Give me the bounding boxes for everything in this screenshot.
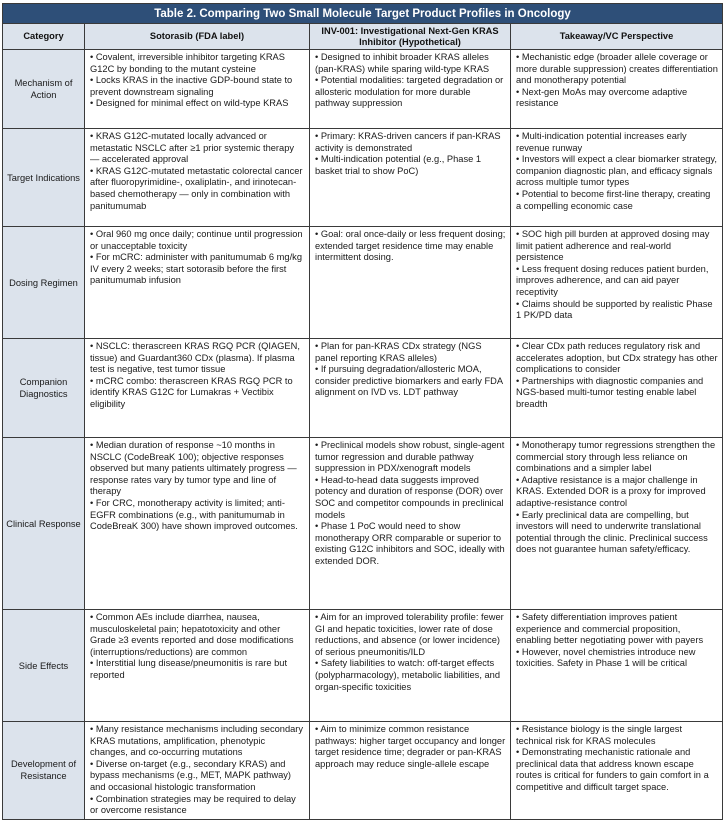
bullet-text: • Safety liabilities to watch: off-target effects (polypharmacology), metabolic liabilities, and organ-specific toxicities — [315, 658, 500, 692]
cell-sotorasib — [85, 722, 310, 820]
bullet-text: • Multi-indication potential increases early revenue runway — [516, 131, 687, 153]
bullet-text: • However, novel chemistries introduce new toxicities. Safety in Phase 1 will be critical — [516, 646, 696, 669]
bullet-text: • Interstitial lung disease/pneumonitis is rare but reported — [90, 658, 288, 680]
bullet-text: • Monotherapy tumor regressions strengthen the commercial story through less reliance on combinations and a simpler label — [516, 440, 716, 474]
cell-inv001 — [310, 50, 511, 129]
cell-sotorasib — [85, 129, 310, 227]
bullet-text: • Multi-indication potential (e.g., Phase 1 basket trial to show PoC) — [315, 154, 482, 176]
bullet-text: • Plan for pan-KRAS CDx strategy (NGS panel reporting KRAS alleles) — [315, 341, 482, 363]
cell-inv001 — [310, 129, 511, 227]
header-category: Category — [3, 24, 85, 50]
bullet-text: • Potential modalities: targeted degradation or allosteric modulation for more durable pathway suppression — [315, 75, 504, 109]
bullet-text: • Less frequent dosing reduces patient burden, improves adherence, and can aid payer receptivity — [516, 263, 709, 297]
table-row — [3, 438, 723, 610]
cell-sotorasib — [85, 227, 310, 339]
row-category: Dosing Regimen — [3, 227, 85, 339]
cell-inv001 — [310, 610, 511, 722]
cell-sotorasib — [85, 438, 310, 610]
bullet-text: • SOC high pill burden at approved dosing may limit patient adherence and real-world persistence — [516, 229, 710, 263]
table-header-row — [3, 24, 723, 50]
header-inv001: INV-001: Investigational Next-Gen KRAS Inhibitor (Hypothetical) — [310, 24, 511, 50]
bullet-text: • Median duration of response ~10 months in NSCLC (CodeBreaK 100); objective responses observed but many patients ultimately progress — response rates vary by tumor type and line of therapy — [90, 440, 297, 497]
bullet-text: • Aim for an improved tolerability profile: fewer GI and hepatic toxicities, lower rate of dose reductions, and absence (or lower incidence) of serious pneumonitis/ILD — [315, 612, 504, 657]
cell-takeaway — [511, 339, 723, 438]
bullet-text: • Adaptive resistance is a major challenge in KRAS. Extended DOR is a proxy for improved adaptive-resistance control — [516, 474, 706, 508]
bullet-text: • NSCLC: therascreen KRAS RGQ PCR (QIAGEN, tissue) and Guardant360 CDx (plasma). If plasma test is negative, test tumor tissue — [90, 341, 300, 375]
bullet-text: • Demonstrating mechanistic rationale and preclinical data that address known escape routes is critical for funders to gain comfort in a competitive and difficult target space. — [516, 747, 709, 792]
cell-takeaway — [511, 610, 723, 722]
table-row — [3, 227, 723, 339]
cell-takeaway — [511, 129, 723, 227]
bullet-text: • Common AEs include diarrhea, nausea, musculoskeletal pain; hepatotoxicity and other Grade ≥3 events reported and dose modifications (interruptions/reductions) are common — [90, 612, 294, 657]
row-category: Companion Diagnostics — [3, 339, 85, 438]
bullet-text: • Mechanistic edge (broader allele coverage or more durable suppression) creates differentiation and monotherapy potential — [516, 52, 718, 86]
bullet-text: • Aim to minimize common resistance pathways: higher target occupancy and longer target residence time; degrader or pan-KRAS approach may reduce single-allele escape — [315, 724, 506, 769]
bullet-text: • KRAS G12C-mutated metastatic colorectal cancer after fluoropyrimidine-, oxaliplatin-, and irinotecan-based chemotherapy — only in combination with panitumumab — [90, 165, 303, 211]
bullet-text: • Clear CDx path reduces regulatory risk and accelerates adoption, but CDx strategy has other complications to consider — [516, 341, 718, 375]
bullet-text: • Combination strategies may be required to delay or overcome resistance — [90, 793, 296, 816]
row-category: Development of Resistance — [3, 722, 85, 820]
bullet-text: • Phase 1 PoC would need to show monotherapy ORR comparable or superior to existing G12C inhibitors and SOC, ideally with extended DOR. — [315, 521, 505, 566]
bullet-text: • Primary: KRAS-driven cancers if pan-KRAS activity is demonstrated — [315, 131, 501, 153]
row-category: Target Indications — [3, 129, 85, 227]
header-takeaway: Takeaway/VC Perspective — [511, 24, 723, 50]
table-row — [3, 610, 723, 722]
cell-inv001 — [310, 438, 511, 610]
bullet-text: • Next-gen MoAs may overcome adaptive resistance — [516, 86, 688, 109]
table-title: Table 2. Comparing Two Small Molecule Target Product Profiles in Oncology — [3, 4, 723, 24]
table-row — [3, 129, 723, 227]
header-sotorasib: Sotorasib (FDA label) — [85, 24, 310, 50]
bullet-text: • Claims should be supported by realistic Phase 1 PK/PD data — [516, 298, 713, 321]
row-category: Mechanism of Action — [3, 50, 85, 129]
bullet-text: • Potential to become first-line therapy, creating a compelling economic case — [516, 188, 711, 211]
bullet-text: • Head-to-head data suggests improved potency and duration of response (DOR) over SOC and competitor compounds in preclinical models — [315, 474, 504, 520]
bullet-text: • If pursuing degradation/allosteric MOA, consider predictive biomarkers and early FDA alignment on IVD vs. LDT pathway — [315, 364, 503, 398]
bullet-text: • mCRC combo: therascreen KRAS RGQ PCR to identify KRAS G12C for Lumakras + Vectibix eligibility — [90, 375, 293, 409]
bullet-text: • Investors will expect a clear biomarker strategy, companion diagnostic plan, and efficacy signals across multiple tumor types — [516, 154, 717, 188]
cell-inv001 — [310, 722, 511, 820]
bullet-text: • Partnerships with diagnostic companies and NGS-based multi-tumor testing enable label breadth — [516, 375, 704, 409]
bullet-text: • Early preclinical data are compelling, but investors will need to underwrite translational potential through the clinic. Preclinical success does not guarantee human safety/efficacy. — [516, 509, 708, 555]
cell-sotorasib — [85, 610, 310, 722]
cell-takeaway — [511, 227, 723, 339]
bullet-text: • Covalent, irreversible inhibitor targeting KRAS G12C by bonding to the mutant cysteine — [90, 52, 285, 74]
bullet-text: • Many resistance mechanisms including secondary KRAS mutations, amplification, phenotypic changes, and co-occurring mutations — [90, 724, 304, 758]
bullet-text: • Locks KRAS in the inactive GDP-bound state to prevent downstream signaling — [90, 75, 293, 97]
bullet-text: • Safety differentiation improves patient experience and commercial proposition, enabling better negotiating power with payers — [516, 612, 704, 646]
cell-inv001 — [310, 227, 511, 339]
bullet-text: • Resistance biology is the single largest technical risk for KRAS molecules — [516, 724, 683, 746]
table-row — [3, 339, 723, 438]
cell-takeaway — [511, 438, 723, 610]
table-title-row — [3, 4, 723, 24]
bullet-text: • Diverse on-target (e.g., secondary KRAS) and bypass mechanisms (e.g., MET, MAPK pathway) and occasional histologic transformation — [90, 758, 291, 792]
cell-takeaway — [511, 722, 723, 820]
table-row — [3, 722, 723, 820]
bullet-text: • Oral 960 mg once daily; continue until progression or unacceptable toxicity — [90, 229, 303, 251]
bullet-text: • KRAS G12C-mutated locally advanced or metastatic NSCLC after ≥1 prior systemic therapy — accelerated approval — [90, 131, 295, 165]
cell-takeaway — [511, 50, 723, 129]
row-category: Side Effects — [3, 610, 85, 722]
document-page — [2, 3, 722, 820]
bullet-text: • For mCRC: administer with panitumumab 6 mg/kg IV every 2 weeks; start sotorasib before the first panitumumab infusion — [90, 252, 302, 286]
bullet-text: • For CRC, monotherapy activity is limited; anti-EGFR combinations (e.g., with panitumumab in CodeBreaK 300) have shown improved outcomes. — [90, 497, 298, 532]
comparison-table — [2, 3, 723, 820]
bullet-text: • Designed to inhibit broader KRAS alleles (pan-KRAS) while sparing wild-type KRAS — [315, 52, 490, 74]
cell-sotorasib — [85, 339, 310, 438]
bullet-text: • Goal: oral once-daily or less frequent dosing; extended target residence time may enable intermittent dosing. — [315, 229, 506, 263]
bullet-text: • Designed for minimal effect on wild-type KRAS — [90, 98, 289, 109]
row-category: Clinical Response — [3, 438, 85, 610]
bullet-text: • Preclinical models show robust, single-agent tumor regression and durable pathway suppression in PDX/xenograft models — [315, 440, 505, 474]
table-row — [3, 50, 723, 129]
cell-sotorasib — [85, 50, 310, 129]
cell-inv001 — [310, 339, 511, 438]
